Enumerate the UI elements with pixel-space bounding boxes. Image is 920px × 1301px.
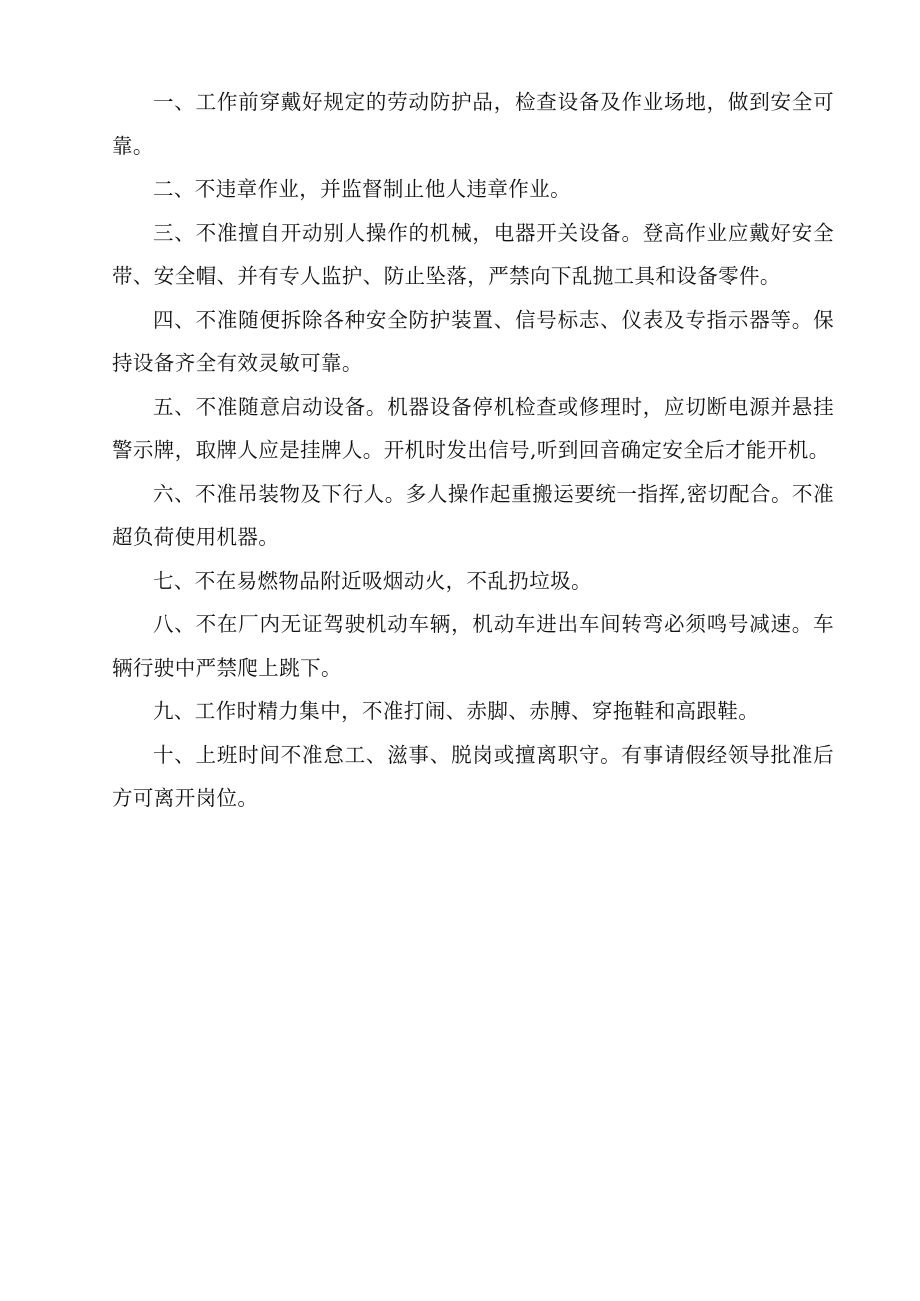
document-body	[112, 81, 834, 821]
rule-paragraph-9: 九、工作时精力集中，不准打闹、赤脚、赤膊、穿拖鞋和高跟鞋。	[153, 699, 760, 723]
rule-paragraph-8: 八、不在厂内无证驾驶机动车辆，机动车进出车间转弯必须鸣号减速。车辆行驶中严禁爬上跳下。	[112, 612, 834, 680]
rule-paragraph-4: 四、不准随便拆除各种安全防护装置、信号标志、仪表及专指示器等。保持设备齐全有效灵敏可靠。	[112, 307, 834, 375]
rule-paragraph-7: 七、不在易燃物品附近吸烟动火，不乱扔垃圾。	[153, 568, 592, 593]
rule-paragraph-3: 三、不准擅自开动别人操作的机械，电器开关设备。登高作业应戴好安全带、安全帽、并有专人监护、防止坠落，严禁向下乱抛工具和设备零件。	[112, 220, 834, 288]
rule-paragraph-10: 十、上班时间不准怠工、滋事、脱岗或擅离职守。有事请假经领导批准后方可离开岗位。	[112, 742, 834, 810]
rule-paragraph-2: 二、不违章作业，并监督制止他人违章作业。	[153, 177, 571, 201]
rule-paragraph-6: 六、不准吊装物及下行人。多人操作起重搬运要统一指挥,密切配合。不准超负荷使用机器。	[112, 481, 834, 549]
rule-paragraph-5: 五、不准随意启动设备。机器设备停机检查或修理时，应切断电源并悬挂警示牌，取牌人应是挂牌人。开机时发出信号,听到回音确定安全后才能开机。	[112, 394, 834, 462]
rule-paragraph-1: 一、工作前穿戴好规定的劳动防护品，检查设备及作业场地，做到安全可靠。	[112, 90, 834, 158]
